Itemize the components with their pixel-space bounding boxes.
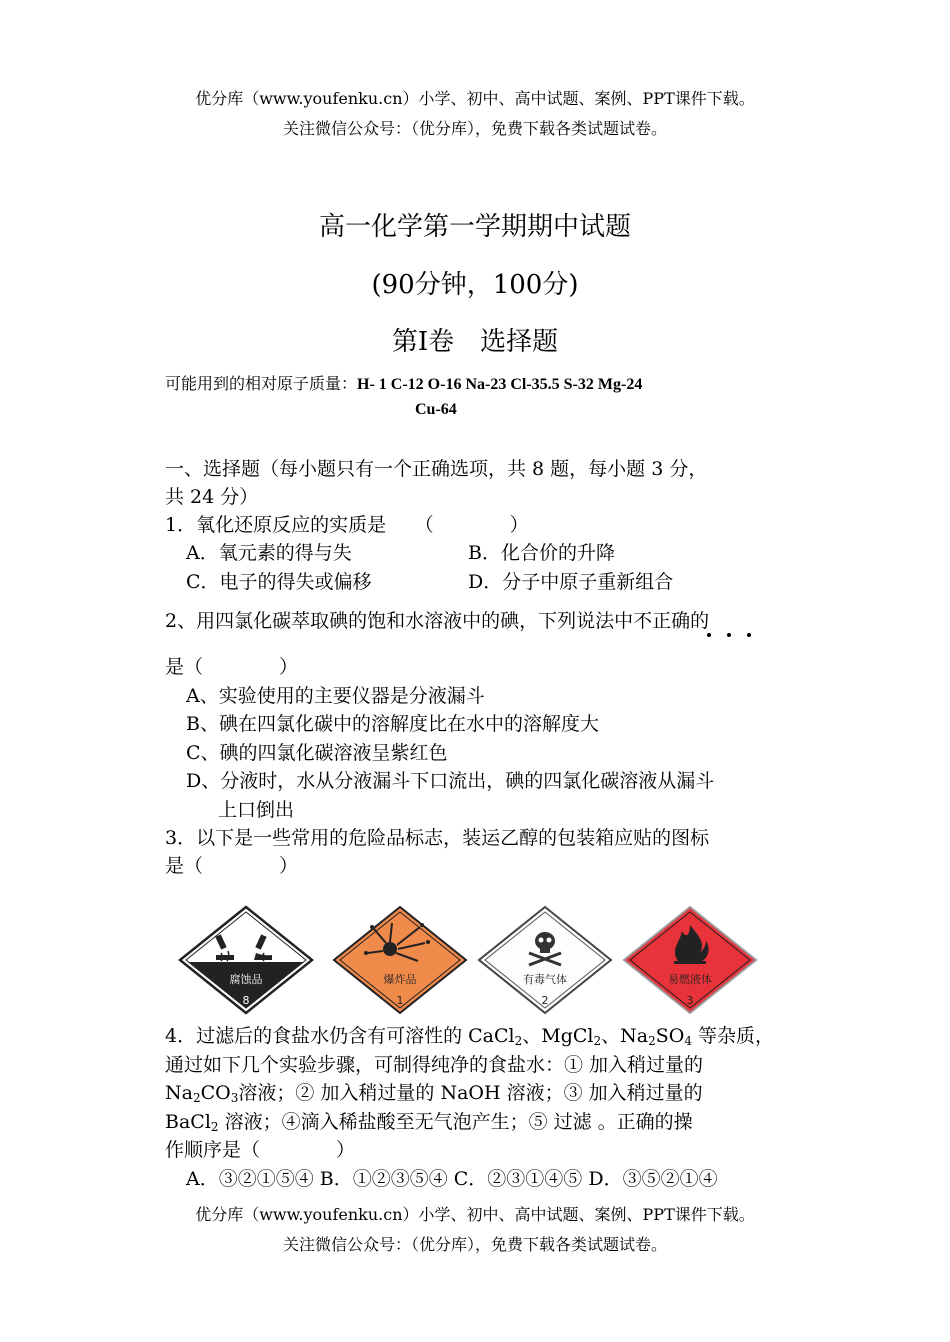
atomic-mass-label: 可能用到的相对原子质量： — [165, 374, 358, 393]
sign-label: 腐蚀品 — [229, 973, 263, 986]
atomic-mass-line — [165, 371, 642, 394]
hazard-sign-toxic-gas — [475, 905, 615, 1015]
exam-title: 高一化学第一学期期中试题 — [318, 212, 631, 242]
header-line-1: 优分库（www.youfenku.cn）小学、初中、高中试题、案例、PPT课件下载。 — [195, 89, 755, 108]
atomic-mass-line-2 — [415, 399, 457, 419]
part1-heading: 一、选择题（每小题只有一个正确选项，共 8 题，每小题 3 分， — [165, 458, 708, 480]
section-title: 第Ⅰ卷 选择题 — [391, 327, 559, 357]
q1-option-c: C．电子的得失或偏移 — [186, 571, 372, 593]
q4-stem-line-2: 通过如下几个实验步骤，可制得纯净的食盐水：① 加入稍过量的 — [165, 1054, 704, 1076]
sign-number: 3 — [686, 994, 694, 1007]
emphasis-dot — [707, 633, 711, 637]
flame-icon — [620, 905, 760, 1015]
sign-label: 爆炸品 — [383, 973, 417, 986]
q4-stem-line-4: BaCl$_2$ 溶液；④滴入稀盐酸至无气泡产生；⑤ 过滤 。正确的操 — [165, 1111, 693, 1134]
q4-stem-line-5: 作顺序是（ ） — [165, 1139, 356, 1161]
atomic-mass-values-2: Cu-64 — [415, 401, 457, 418]
footer-line-2: 关注微信公众号：（优分库），免费下载各类试题试卷。 — [282, 1235, 667, 1254]
q4-stem-line-3: $Na_2CO_3$溶液；② 加入稍过量的 NaOH 溶液；③ 加入稍过量的 — [165, 1082, 703, 1105]
hazard-sign-corrosive — [176, 905, 316, 1015]
sign-number: 2 — [541, 994, 549, 1007]
sign-label: 有毒气体 — [523, 973, 567, 986]
q4-stem: 4．过滤后的食盐水仍含有可溶性的 CaCl$_2$、MgCl$_2$、$Na_2SO_4$ 等杂质， — [165, 1025, 774, 1048]
hazard-sign-explosive — [330, 905, 470, 1015]
sign-number: 8 — [242, 994, 250, 1007]
q2-option-d-cont: 上口倒出 — [218, 799, 295, 821]
header-line-2: 关注微信公众号：（优分库），免费下载各类试题试卷。 — [282, 119, 667, 138]
q2-option-a: A、实验使用的主要仪器是分液漏斗 — [186, 685, 485, 707]
explosive-icon — [330, 905, 470, 1015]
emphasis-dot — [727, 633, 731, 637]
q2-option-b: B、碘在四氯化碳中的溶解度比在水中的溶解度大 — [186, 713, 599, 735]
q1-option-b: B．化合价的升降 — [468, 542, 615, 564]
q2-stem-cont: 是（ ） — [165, 656, 299, 678]
q4-options: A．③②①⑤④ B．①②③⑤④ C．②③①④⑤ D．③⑤②①④ — [186, 1168, 718, 1190]
skull-icon — [475, 905, 615, 1015]
q1-stem: 1．氧化还原反应的实质是 （ ） — [165, 514, 529, 536]
q2-option-d: D、分液时，水从分液漏斗下口流出，碘的四氯化碳溶液从漏斗 — [186, 770, 715, 792]
q2-option-c: C、碘的四氯化碳溶液呈紫红色 — [186, 742, 448, 764]
q3-stem: 3．以下是一些常用的危险品标志，装运乙醇的包装箱应贴的图标 — [165, 827, 710, 849]
sign-label: 易燃液体 — [668, 973, 712, 986]
part1-heading-cont: 共 24 分） — [165, 486, 259, 508]
q1-option-d: D．分子中原子重新组合 — [468, 571, 674, 593]
q1-option-a: A．氧元素的得与失 — [186, 542, 352, 564]
sign-number: 1 — [396, 994, 404, 1007]
atomic-mass-values: H- 1 C-12 O-16 Na-23 Cl-35.5 S-32 Mg-24 — [357, 376, 643, 393]
footer-line-1: 优分库（www.youfenku.cn）小学、初中、高中试题、案例、PPT课件下载。 — [195, 1205, 755, 1224]
hazard-sign-flammable-liquid — [620, 905, 760, 1015]
q3-stem-cont: 是（ ） — [165, 855, 299, 877]
exam-subtitle: (90分钟，100分) — [371, 270, 579, 300]
q2-stem: 2、用四氯化碳萃取碘的饱和水溶液中的碘，下列说法中不正确的 — [165, 610, 710, 632]
emphasis-dot — [747, 633, 751, 637]
corrosive-icon — [176, 905, 316, 1015]
